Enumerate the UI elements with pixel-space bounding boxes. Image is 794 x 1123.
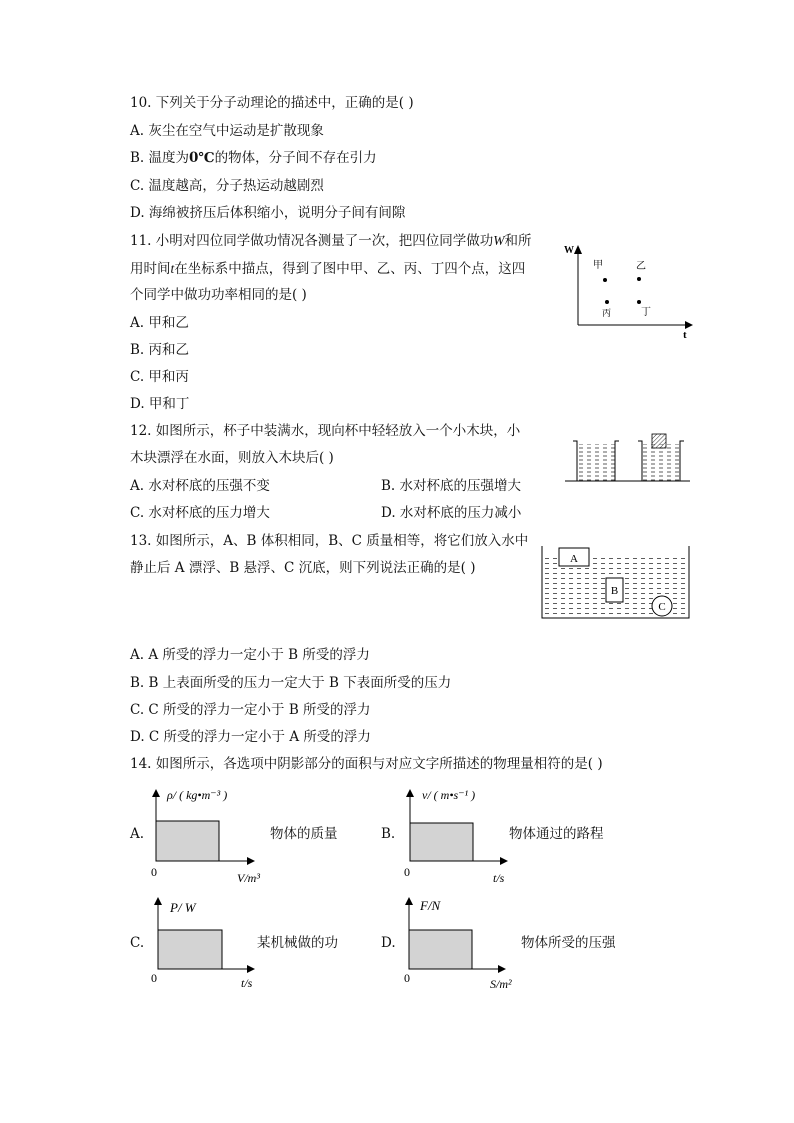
q12-option-a: A. 水对杯底的压强不变 (130, 478, 270, 494)
w-axis-label: W (564, 245, 574, 256)
q14-desc-c: 某机械做的功 (257, 935, 338, 951)
block-b-label: B (610, 585, 619, 597)
origin-c: 0 (151, 971, 157, 985)
q14-graph-d (398, 893, 538, 993)
q14-desc-a: 物体的质量 (270, 826, 338, 842)
q13-option-d: D. C 所受的浮力一定小于 A 所受的浮力 (130, 729, 371, 745)
q10-option-c: C. 温度越高，分子热运动越剧烈 (130, 178, 324, 194)
q10-option-a: A. 灰尘在空气中运动是扩散现象 (130, 123, 324, 139)
q11-option-c: C. 甲和丙 (130, 369, 189, 385)
q12-line1: 12. 如图所示，杯子中装满水，现向杯中轻轻放入一个小木块，小 (130, 423, 521, 439)
q10-stem: 10. 下列关于分子动理论的描述中，正确的是( ) (130, 95, 414, 111)
q10-option-d: D. 海绵被挤压后体积缩小，说明分子间有间隙 (130, 205, 406, 221)
q13-option-b: B. B 上表面所受的压力一定大于 B 下表面所受的压力 (130, 675, 452, 691)
q14-option-c-label: C. (130, 935, 145, 951)
q12-option-c: C. 水对杯底的压力增大 (130, 505, 270, 521)
block-a-label: A (570, 553, 578, 565)
q12-option-d: D. 水对杯底的压力减小 (381, 505, 522, 521)
y-axis-label-c: P/ W (170, 900, 196, 915)
point-label-jia: 甲 (593, 260, 603, 271)
cup1-water (577, 444, 615, 481)
q14-option-d-label: D. (381, 935, 396, 951)
q14-stem: 14. 如图所示，各选项中阴影部分的面积与对应文字所描述的物理量相符的是( ) (130, 756, 603, 772)
temperature-value: 0℃ (189, 150, 215, 166)
cup2-water (642, 444, 680, 481)
q14-graph-a (145, 785, 285, 885)
t-axis-label: t (683, 329, 687, 341)
point-label-yi: 乙 (636, 261, 646, 272)
shaded-area-a (156, 821, 219, 861)
point-label-bing: 丙 (602, 308, 612, 318)
point-label-ding: 丁 (641, 307, 651, 318)
q12-cups-figure (563, 430, 693, 486)
q13-option-c: C. C 所受的浮力一定小于 B 所受的浮力 (130, 702, 371, 718)
point-bing (605, 300, 609, 304)
q11-line2: 用时间t在坐标系中描点，得到了图中甲、乙、丙、丁四个点，这四 (130, 261, 526, 277)
point-yi (637, 277, 641, 281)
q13-line2: 静止后 A 漂浮、B 悬浮、C 沉底，则下列说法正确的是( ) (130, 560, 476, 576)
x-axis-label-d: S/m² (490, 977, 512, 991)
q11-option-d: D. 甲和丁 (130, 396, 190, 412)
shaded-area-c (158, 930, 222, 969)
y-axis-label-d: F/N (420, 898, 441, 913)
q12-line2: 木块漂浮在水面，则放入木块后( ) (130, 450, 334, 466)
q11-wt-graph (560, 240, 700, 345)
ball-c-label: C (658, 601, 666, 613)
origin-b: 0 (404, 865, 410, 879)
y-axis-label-b: v/ ( m•s⁻¹ ) (422, 788, 476, 802)
q13-option-a: A. A 所受的浮力一定小于 B 所受的浮力 (130, 647, 370, 663)
q14-desc-d: 物体所受的压强 (521, 935, 616, 951)
origin-a: 0 (151, 865, 157, 879)
q10-option-b: B. 温度为0℃的物体，分子间不存在引力 (130, 150, 377, 166)
q12-option-b: B. 水对杯底的压强增大 (381, 478, 522, 494)
q14-option-a-label: A. (130, 826, 145, 842)
q14-desc-b: 物体通过的路程 (509, 826, 604, 842)
x-axis-label-c: t/s (241, 976, 253, 990)
point-jia (603, 278, 607, 282)
wood-block (652, 434, 666, 448)
q11-option-b: B. 丙和乙 (130, 342, 190, 358)
q14-option-b-label: B. (381, 826, 396, 842)
q13-line1: 13. 如图所示，A、B 体积相同，B、C 质量相等，将它们放入水中 (130, 533, 529, 549)
q13-water-figure (537, 541, 695, 623)
q11-line1: 11. 小明对四位同学做功情况各测量了一次，把四位同学做功W和所 (130, 233, 532, 249)
x-axis-label-a: V/m³ (237, 871, 260, 885)
y-axis-label-a: ρ/ ( kg•m⁻³ ) (167, 788, 228, 802)
shaded-area-d (409, 930, 472, 969)
shaded-area-b (410, 823, 473, 861)
q11-option-a: A. 甲和乙 (130, 315, 189, 331)
x-axis-label-b: t/s (493, 871, 505, 885)
origin-d: 0 (404, 971, 410, 985)
q11-line3: 个同学中做功功率相同的是( ) (130, 287, 307, 303)
point-ding (637, 300, 641, 304)
